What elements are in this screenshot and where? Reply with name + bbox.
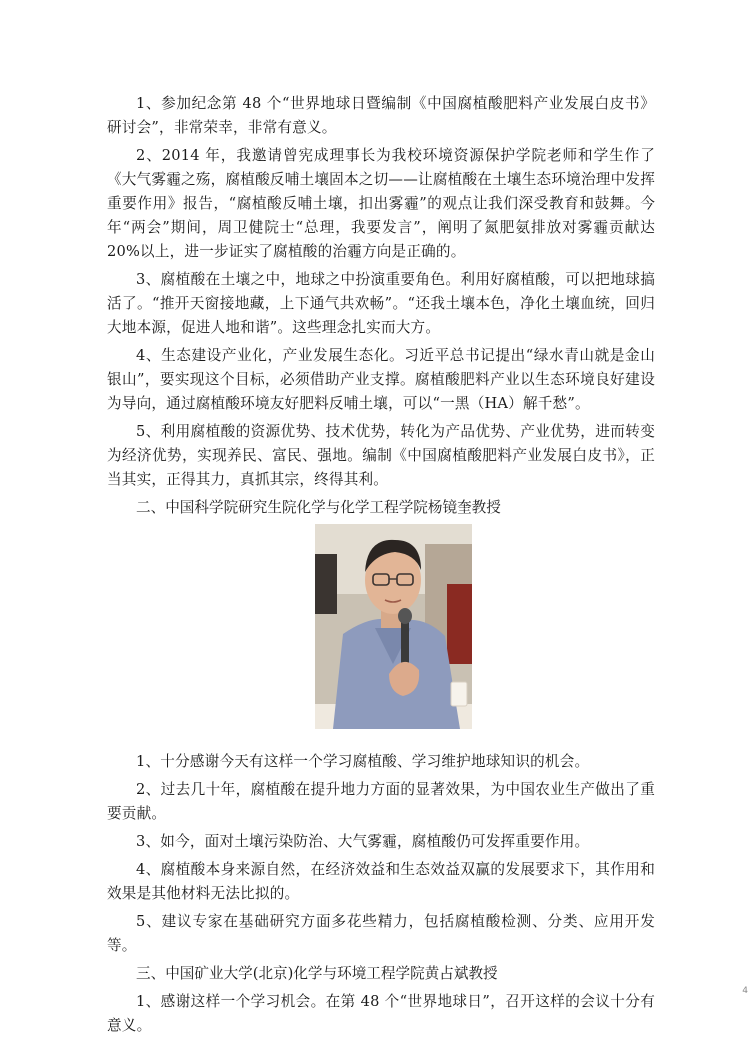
paragraph: 4、生态建设产业化，产业发展生态化。习近平总书记提出“绿水青山就是金山银山”，要实现这个目标，必须借助产业支撑。腐植酸肥料产业以生态环境良好建设为导向，通过腐植酸环境友好肥料反哺土壤，可以“一黑（HA）解千愁”。 [107,347,655,412]
paragraph: 5、建议专家在基础研究方面多花些精力，包括腐植酸检测、分类、应用开发等。 [107,913,655,954]
section-heading: 三、中国矿业大学(北京)化学与环境工程学院黄占斌教授 [136,965,498,982]
paragraph: 3、如今，面对土壤污染防治、大气雾霾，腐植酸仍可发挥重要作用。 [136,833,590,850]
photo-container [107,524,655,740]
document-body [107,92,655,1042]
section-heading: 二、中国科学院研究生院化学与化学工程学院杨镜奎教授 [136,499,501,516]
paragraph: 3、腐植酸在土壤之中，地球之中扮演重要角色。利用好腐植酸，可以把地球搞活了。“推开天窗接地藏，上下通气共欢畅”。“还我土壤本色，净化土壤血统，回归大地本源，促进人地和谐”。这些理念扎实而大方。 [107,271,655,336]
paragraph: 1、感谢这样一个学习机会。在第 48 个“世界地球日”，召开这样的会议十分有意义。 [107,993,655,1034]
paragraph: 1、十分感谢今天有这样一个学习腐植酸、学习维护地球知识的机会。 [136,753,590,770]
paragraph: 2、过去几十年，腐植酸在提升地力方面的显著效果，为中国农业生产做出了重要贡献。 [107,781,655,822]
paragraph: 5、利用腐植酸的资源优势、技术优势，转化为产品优势、产业优势，进而转变为经济优势，实现养民、富民、强地。编制《中国腐植酸肥料产业发展白皮书》，正当其实，正得其力，真抓其宗，终得其利。 [107,423,655,488]
speaker-portrait-photo [315,524,472,729]
page-number: 4 [742,986,748,996]
paragraph: 1、参加纪念第 48 个“世界地球日暨编制《中国腐植酸肥料产业发展白皮书》研讨会”，非常荣幸，非常有意义。 [107,95,655,136]
paragraph: 4、腐植酸本身来源自然，在经济效益和生态效益双赢的发展要求下，其作用和效果是其他材料无法比拟的。 [107,861,655,902]
paragraph: 2、2014 年，我邀请曾宪成理事长为我校环境资源保护学院老师和学生作了《大气雾霾之殇，腐植酸反哺土壤固本之切——让腐植酸在土壤生态环境治理中发挥重要作用》报告，“腐植酸反哺土壤，扣出雾霾”的观点让我们深受教育和鼓舞。今年“两会”期间，周卫健院士“总理，我要发言”，阐明了氮肥氨排放对雾霾贡献达 20%以上，进一步证实了腐植酸的治霾方向是正确的。 [107,147,655,260]
